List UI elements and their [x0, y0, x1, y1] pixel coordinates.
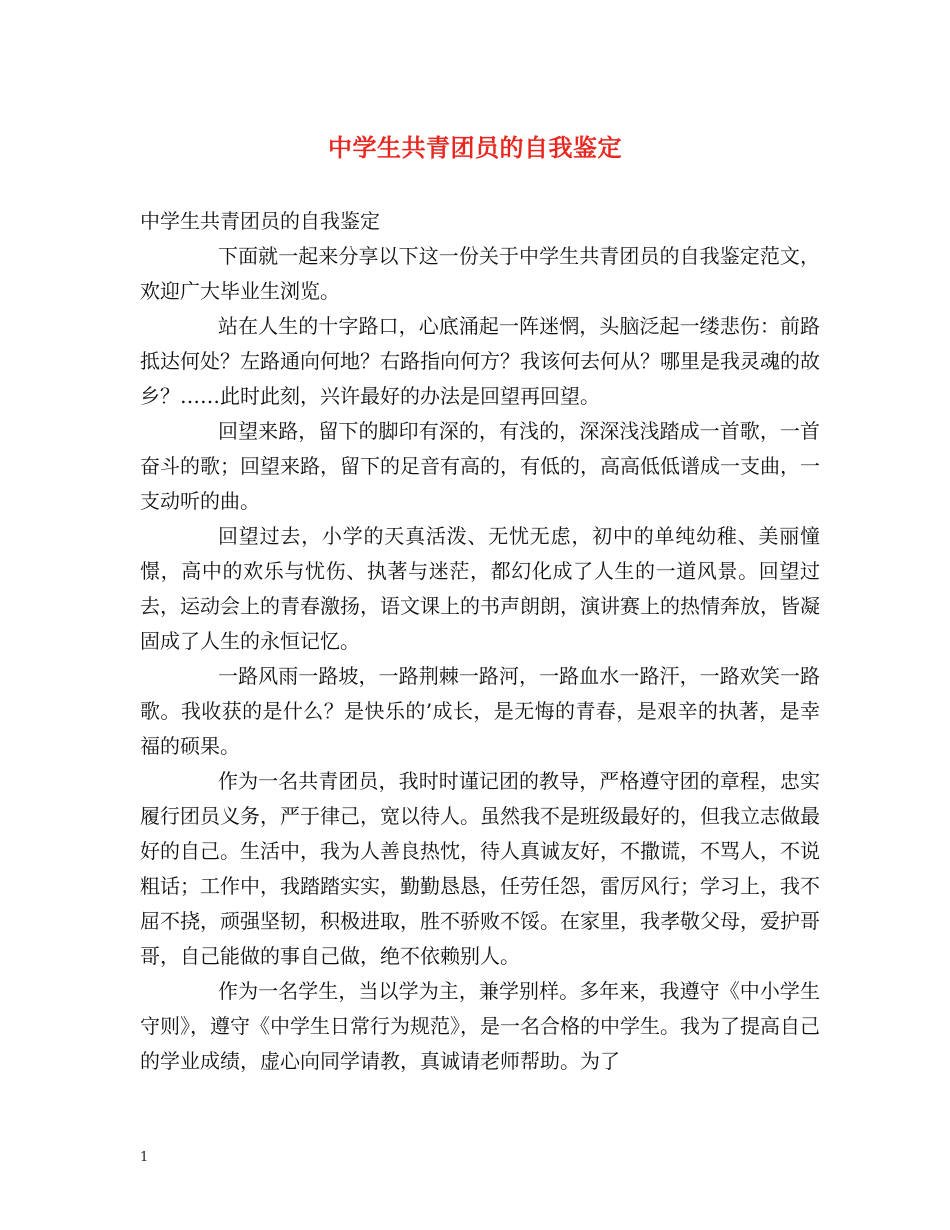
page-number: 1 — [140, 1150, 149, 1165]
paragraph-intro: 下面就一起来分享以下这一份关于中学生共青团员的自我鉴定范文，欢迎广大毕业生浏览。 — [140, 244, 820, 303]
document-body — [140, 204, 820, 1079]
paragraph-journey: 一路风雨一路坡，一路荆棘一路河，一路血水一路汗，一路欢笑一路歌。我收获的是什么？是快乐的’成长，是无悔的青春，是艰辛的执著，是幸福的硕果。 — [140, 664, 820, 758]
paragraph-student: 作为一名学生，当以学为主，兼学别样。多年来，我遵守《中小学生守则》，遵守《中学生日常行为规范》，是一名合格的中学生。我为了提高自己的学业成绩，虚心向同学请教，真诚请老师帮助。为了 — [140, 979, 820, 1073]
paragraph-looking-back-past: 回望过去，小学的天真活泼、无忧无虑，初中的单纯幼稚、美丽憧憬，高中的欢乐与忧伤、执著与迷茫，都幻化成了人生的一道风景。回望过去，运动会上的青春激扬，语文课上的书声朗朗，演讲赛上的热情奔放，皆凝固成了人生的永恒记忆。 — [140, 524, 820, 653]
section-heading: 中学生共青团员的自我鉴定 — [140, 209, 380, 233]
document-title: 中学生共青团员的自我鉴定 — [328, 133, 622, 162]
paragraph-league-member: 作为一名共青团员，我时时谨记团的教导，严格遵守团的章程，忠实履行团员义务，严于律己，宽以待人。虽然我不是班级最好的，但我立志做最好的自己。生活中，我为人善良热忱，待人真诚友好，不撒谎，不骂人，不说粗话；工作中，我踏踏实实，勤勤恳恳，任劳任怨，雷厉风行；学习上，我不屈不挠，顽强坚韧，积极进取，胜不骄败不馁。在家里，我孝敬父母，爱护哥哥，自己能做的事自己做，绝不依赖别人。 — [140, 769, 820, 968]
paragraph-crossroads: 站在人生的十字路口，心底涌起一阵迷惘，头脑泛起一缕悲伤：前路抵达何处？左路通向何地？右路指向何方？我该何去何从？哪里是我灵魂的故乡？……此时此刻，兴许最好的办法是回望再回望。 — [140, 314, 820, 408]
paragraph-looking-back-road: 回望来路，留下的脚印有深的，有浅的，深深浅浅踏成一首歌，一首奋斗的歌；回望来路，留下的足音有高的，有低的，高高低低谱成一支曲，一支动听的曲。 — [140, 419, 820, 513]
